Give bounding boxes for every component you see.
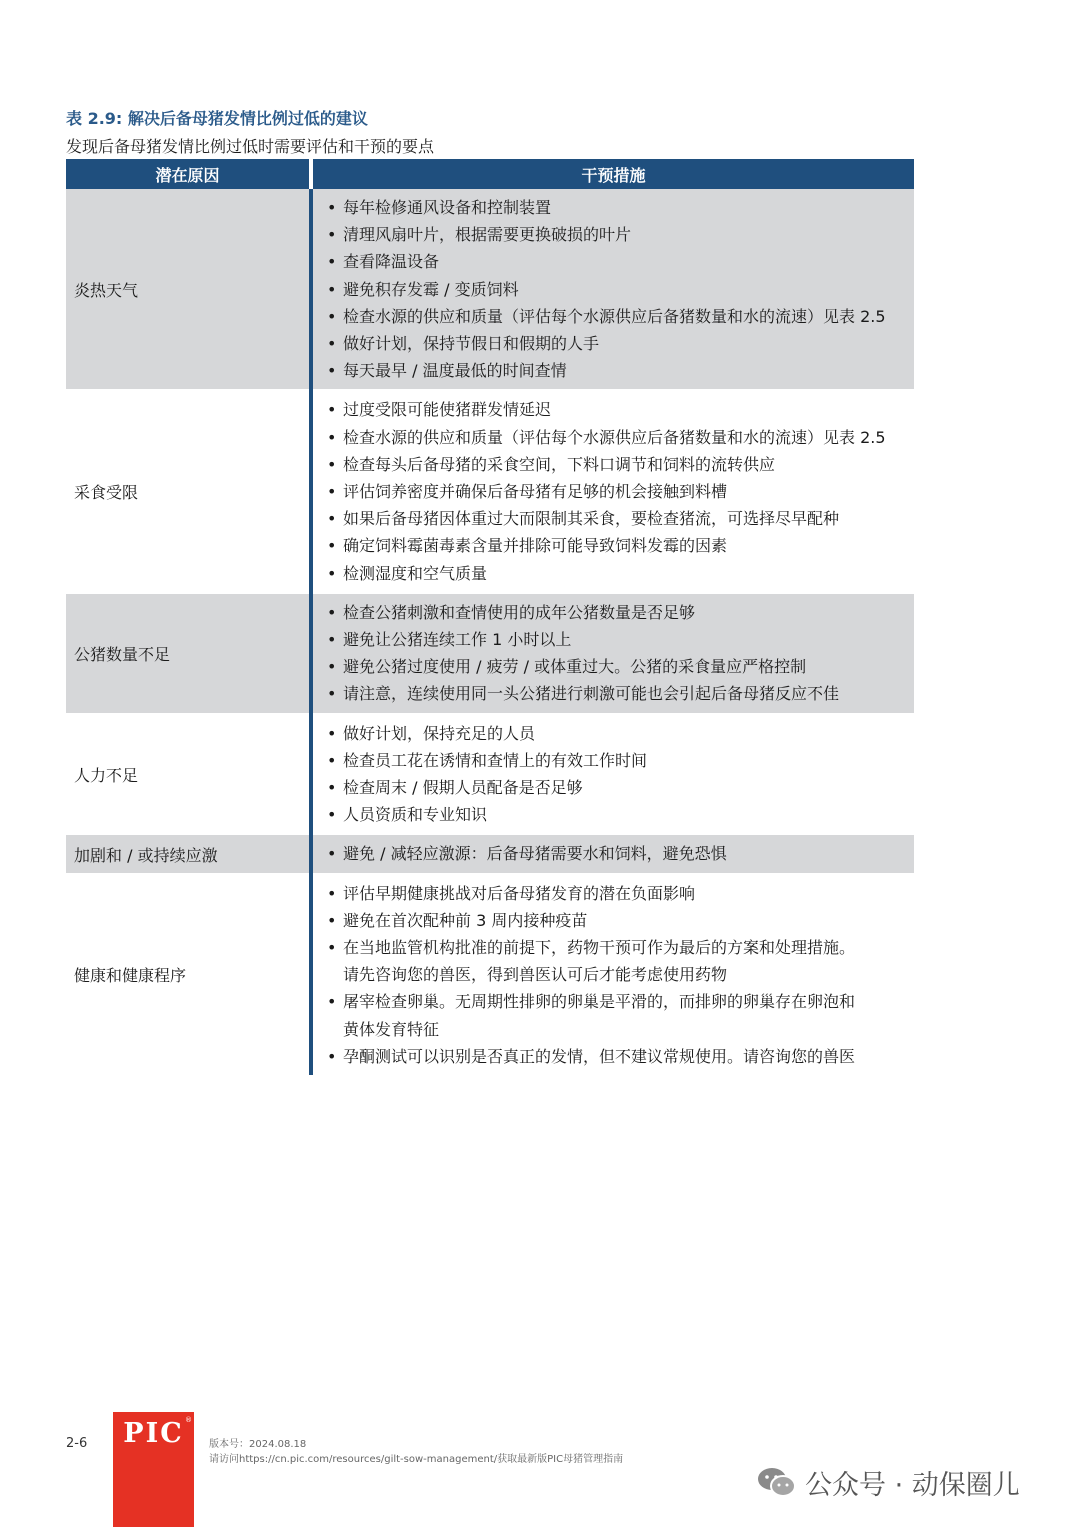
- cause-cell: 采食受限: [66, 390, 311, 592]
- url-text: 请访问https://cn.pic.com/resources/gilt-sow-management/获取最新版PIC母猪管理指南: [209, 1454, 624, 1465]
- header-cause: 潜在原因: [66, 159, 311, 189]
- table-caption-subtitle: 发现后备母猪发情比例过低时需要评估和干预的要点: [66, 137, 435, 156]
- table-header-row: [66, 159, 914, 189]
- measure-item: • 如果后备母猪因体重过大而限制其采食，要检查猪流，可选择尽早配种: [327, 505, 914, 532]
- measure-item: • 评估饲养密度并确保后备母猪有足够的机会接触到料槽: [327, 478, 914, 505]
- measures-cell: [311, 874, 914, 1075]
- measure-item: • 避免让公猪连续工作 1 小时以上: [327, 626, 914, 653]
- measure-item: • 查看降温设备: [327, 248, 914, 275]
- measures-cell: [311, 593, 914, 714]
- table-row: [66, 593, 914, 714]
- wechat-icon: [757, 1466, 797, 1498]
- registered-mark-icon: ®: [185, 1416, 192, 1424]
- measure-item: • 人员资质和专业知识: [327, 801, 914, 828]
- pic-logo: [113, 1412, 194, 1527]
- measures-list: [313, 875, 914, 1075]
- recommendations-table: [66, 159, 914, 1075]
- measure-item: • 每年检修通风设备和控制装置: [327, 194, 914, 221]
- measure-item: • 评估早期健康挑战对后备母猪发育的潜在负面影响: [327, 880, 914, 907]
- measure-item: • 避免积存发霉 / 变质饲料: [327, 276, 914, 303]
- measure-item: • 做好计划，保持节假日和假期的人手: [327, 330, 914, 357]
- cause-cell: 加剧和 / 或持续应激: [66, 834, 311, 873]
- measure-item: • 检查每头后备母猪的采食空间，下料口调节和饲料的流转供应: [327, 451, 914, 478]
- measures-list: [313, 594, 914, 713]
- measure-item: • 检查员工花在诱情和查情上的有效工作时间: [327, 747, 914, 774]
- cause-cell: 人力不足: [66, 714, 311, 835]
- measures-list: [313, 835, 914, 872]
- measure-item: • 屠宰检查卵巢。无周期性排卵的卵巢是平滑的，而排卵的卵巢存在卵泡和 黄体发育特征: [327, 988, 914, 1042]
- table-body: [66, 189, 914, 1075]
- measure-item: • 做好计划，保持充足的人员: [327, 720, 914, 747]
- measure-item: • 检测湿度和空气质量: [327, 560, 914, 587]
- table-row: [66, 834, 914, 873]
- measure-item: • 避免 / 减轻应激源：后备母猪需要水和饲料，避免恐惧: [327, 840, 914, 867]
- measures-list: [313, 189, 914, 389]
- version-text: 版本号：2024.08.18: [209, 1439, 307, 1450]
- measure-item: • 避免在首次配种前 3 周内接种疫苗: [327, 907, 914, 934]
- measure-item: • 清理风扇叶片，根据需要更换破损的叶片: [327, 221, 914, 248]
- logo-text: PIC: [123, 1418, 184, 1449]
- measure-item: • 避免公猪过度使用 / 疲劳 / 或体重过大。公猪的采食量应严格控制: [327, 653, 914, 680]
- measure-item: • 检查水源的供应和质量（评估每个水源供应后备猪数量和水的流速）见表 2.5: [327, 424, 914, 451]
- measure-item: • 孕酮测试可以识别是否真正的发情，但不建议常规使用。请咨询您的兽医: [327, 1043, 914, 1070]
- page-number: 2-6: [66, 1436, 88, 1451]
- measure-item: • 检查水源的供应和质量（评估每个水源供应后备猪数量和水的流速）见表 2.5: [327, 303, 914, 330]
- cause-cell: 公猪数量不足: [66, 593, 311, 714]
- measure-item: • 检查公猪刺激和查情使用的成年公猪数量是否足够: [327, 599, 914, 626]
- measure-item: • 在当地监管机构批准的前提下，药物干预可作为最后的方案和处理措施。 请先咨询您的兽医，得到兽医认可后才能考虑使用药物: [327, 934, 914, 988]
- measure-item: • 检查周末 / 假期人员配备是否足够: [327, 774, 914, 801]
- measure-item: • 过度受限可能使猪群发情延迟: [327, 396, 914, 423]
- measures-cell: [311, 390, 914, 592]
- header-measures: 干预措施: [311, 159, 914, 189]
- measure-item: • 每天最早 / 温度最低的时间查情: [327, 357, 914, 384]
- measures-list: [313, 391, 914, 591]
- cause-cell: 健康和健康程序: [66, 874, 311, 1075]
- measure-item: • 请注意，连续使用同一头公猪进行刺激可能也会引起后备母猪反应不佳: [327, 680, 914, 707]
- table-row: [66, 714, 914, 835]
- cause-cell: 炎热天气: [66, 189, 311, 390]
- table-row: [66, 390, 914, 592]
- watermark: [757, 1464, 1020, 1500]
- measures-list: [313, 715, 914, 834]
- table-row: [66, 189, 914, 390]
- table-row: [66, 874, 914, 1075]
- measures-cell: [311, 189, 914, 390]
- measures-cell: [311, 714, 914, 835]
- watermark-text: 公众号 · 动保圈儿: [805, 1469, 1020, 1501]
- measure-item: • 确定饲料霉菌毒素含量并排除可能导致饲料发霉的因素: [327, 532, 914, 559]
- table-caption-title: 表 2.9: 解决后备母猪发情比例过低的建议: [66, 109, 368, 128]
- measures-cell: [311, 834, 914, 873]
